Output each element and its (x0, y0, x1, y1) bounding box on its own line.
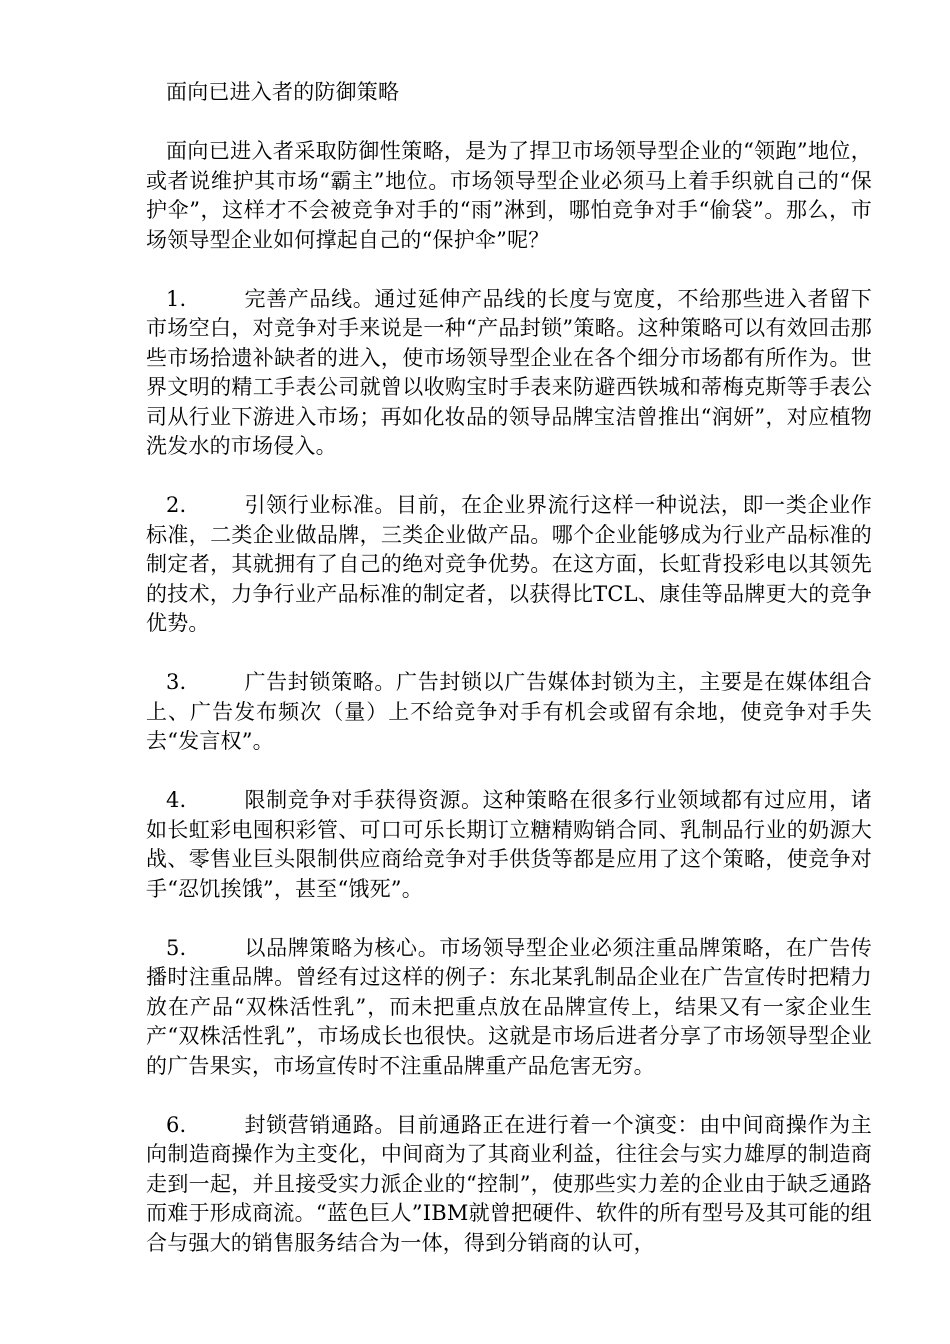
list-item-number: 3. (166, 670, 187, 694)
list-item-number: 6. (166, 1112, 187, 1137)
list-item-text: 广告封锁策略。广告封锁以广告媒体封锁为主，主要是在媒体组合上、广告发布频次（量）上不给竞争对手有机会或留有余地，使竞争对手失去“发言权”。 (146, 670, 872, 753)
list-item (146, 285, 872, 462)
list-item (146, 786, 872, 904)
list-item-text: 以品牌策略为核心。市场领导型企业必须注重品牌策略，在广告传播时注重品牌。曾经有过这样的例子：东北某乳制品企业在广告宣传时把精力放在产品“双株活性乳”，而未把重点放在品牌宣传上，结果又有一家企业生产“双株活性乳”，市场成长也很快。这就是市场后进者分享了市场领导型企业的广告果实，市场宣传时不注重品牌重产品危害无穷。 (146, 935, 872, 1078)
list-item (146, 934, 872, 1082)
list-item (146, 668, 872, 757)
document-page (146, 78, 872, 1288)
document-heading: 面向已进入者的防御策略 (166, 80, 400, 104)
list-item-text: 引领行业标准。目前，在企业界流行这样一种说法，即一类企业作标准，二类企业做品牌，三类企业做产品。哪个企业能够成为行业产品标准的制定者，其就拥有了自己的绝对竞争优势。在这方面，长虹背投彩电以其领先的技术，力争行业产品标准的制定者，以获得比TCL、康佳等品牌更大的竞争优势。 (146, 493, 872, 635)
list-item-number: 4. (166, 788, 187, 812)
intro-paragraph: 面向已进入者采取防御性策略，是为了捍卫市场领导型企业的“领跑”地位，或者说维护其市场“霸主”地位。市场领导型企业必须马上着手织就自己的“保护伞”，这样才不会被竞争对手的“雨”淋到，哪怕竞争对手“偷袋”。那么，市场领导型企业如何撑起自己的“保护伞”呢？ (146, 139, 872, 252)
list-item-number: 2. (166, 493, 187, 517)
list-item-number: 1. (166, 286, 187, 311)
list-item-text: 限制竞争对手获得资源。这种策略在很多行业领域都有过应用，诸如长虹彩电囤积彩管、可口可乐长期订立糖精购销合同、乳制品行业的奶源大战、零售业巨头限制供应商给竞争对手供货等都是应用了这个策略，使竞争对手“忍饥挨饿”，甚至“饿死”。 (146, 788, 872, 901)
list-item (146, 491, 872, 639)
list-item-text: 完善产品线。通过延伸产品线的长度与宽度，不给那些进入者留下市场空白，对竞争对手来说是一种“产品封锁”策略。这种策略可以有效回击那些市场拾遗补缺者的进入，使市场领导型企业在各个细分市场都有所作为。世界文明的精工手表公司就曾以收购宝时手表来防避西铁城和蒂梅克斯等手表公司从行业下游进入市场；再如化妆品的领导品牌宝洁曾推出“润妍”，对应植物洗发水的市场侵入。 (146, 286, 872, 458)
list-item-number: 5. (166, 935, 187, 960)
list-item-text: 封锁营销通路。目前通路正在进行着一个演变：由中间商操作为主向制造商操作为主变化，中间商为了其商业利益，往往会与实力雄厚的制造商走到一起，并且接受实力派企业的“控制”，使那些实力差的企业由于缺乏通路而难于形成商流。“蓝色巨人”IBM就曾把硬件、软件的所有型号及其可能的组合与强大的销售服务结合为一体，得到分销商的认可， (146, 1112, 872, 1255)
list-item (146, 1111, 872, 1259)
